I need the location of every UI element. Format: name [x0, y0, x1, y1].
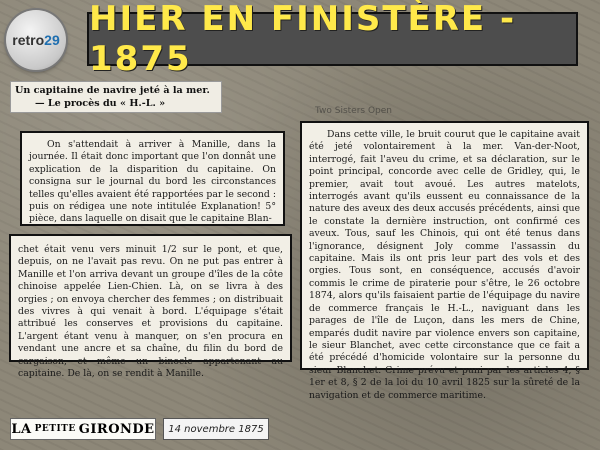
- background-faded-text: Two Sisters Open: [315, 106, 392, 116]
- headline-line-2: — Le procès du « H.-L. »: [35, 98, 166, 109]
- newspaper-masthead: [10, 418, 156, 440]
- headline-line-1: Un capitaine de navire jeté à la mer.: [15, 85, 210, 96]
- article-clipping-3: [300, 121, 589, 401]
- title-banner: [87, 0, 578, 79]
- article-clipping-2: [9, 234, 292, 380]
- retro29-logo: [6, 10, 66, 70]
- logo-number: 29: [44, 32, 60, 48]
- article-clipping-1: [20, 131, 285, 226]
- article-1-text: On s'attendait à arriver à Manille, dans la journée. Il était donc important que l'on donnât une explication de la disparition du capitaine. On consigna sur le journal du bord les circonstances telles qu'elles avaient été rapportées par le second : puis on rédigea une note intitulée Explanation! 5° pièce, dans laquelle on disait que le capitaine Blan-: [29, 139, 276, 225]
- page-title: HIER EN FINISTÈRE - 1875: [89, 0, 517, 79]
- article-3-text: Dans cette ville, le bruit courut que le capitaine avait été jeté volontairement à la mer. Van-der-Noot, interrogé, fait l'aveu du crime, et sa déclaration, sur le point principal, concorde avec celle de Gridley, qui, le premier, avait tout avoué. Les autres matelots, interrogés avant qu'ils eussent eu connaissance de la nature des aveux des deux accusés précédents, ainsi que le constate la dernière instruction, ont confirmé ces aveux. Tous, sauf les Chinois, qui ont été tenus dans l'ignorance, désignent Joly comme l'assassin du capitaine. Mais ils ont pris leur part des vols et des orgies. Tous sont, en conséquence, accusés d'avoir commis le crime de piraterie pour s'être, le 26 octobre 1874, alors qu'ils faisaient partie de l'équipage du navire de commerce français le H.-L., naviguant dans les parages de l'île de Luçon, dans les mers de Chine, emparés dudit navire par violence envers son capitaine, le sieur Blanchet, avec cette circonstance que ce fait a été précédé d'homicide volontaire sur la personne du sieur Blanchet. Crime prévu et puni par les articles 4, § 1er et 8, § 2 de la loi du 10 avril 1825 sur la sûreté de la navigation et de commerce maritime.: [309, 129, 580, 401]
- article-2-text: chet était venu vers minuit 1/2 sur le pont, et que, depuis, on ne l'avait pas revu. On ne put pas entrer à Manille et l'on arriva devant un groupe d'îles de la côte chinoise appelée Lien-Chien. Là, on se livra à des orgies ; on envoya chercher des femmes ; on distribuait des vivres à qui venait à bord. L'équipage s'était attribué les conserves et provisions du capitaine. L'argent étant venu à manquer, on s'en procura en vendant une ancre et sa chaîne, du filin du bord de cargaison, et même un binocle appartenant au capitaine. De là, on se rendit à Manille.: [18, 244, 283, 380]
- masthead-word-3: GIRONDE: [78, 421, 155, 437]
- publication-date: 14 novembre 1875: [163, 418, 269, 440]
- masthead-word-1: LA: [11, 421, 32, 437]
- article-headline: [10, 81, 222, 113]
- masthead-word-2: PETITE: [34, 424, 76, 434]
- logo-prefix: retro: [12, 32, 45, 48]
